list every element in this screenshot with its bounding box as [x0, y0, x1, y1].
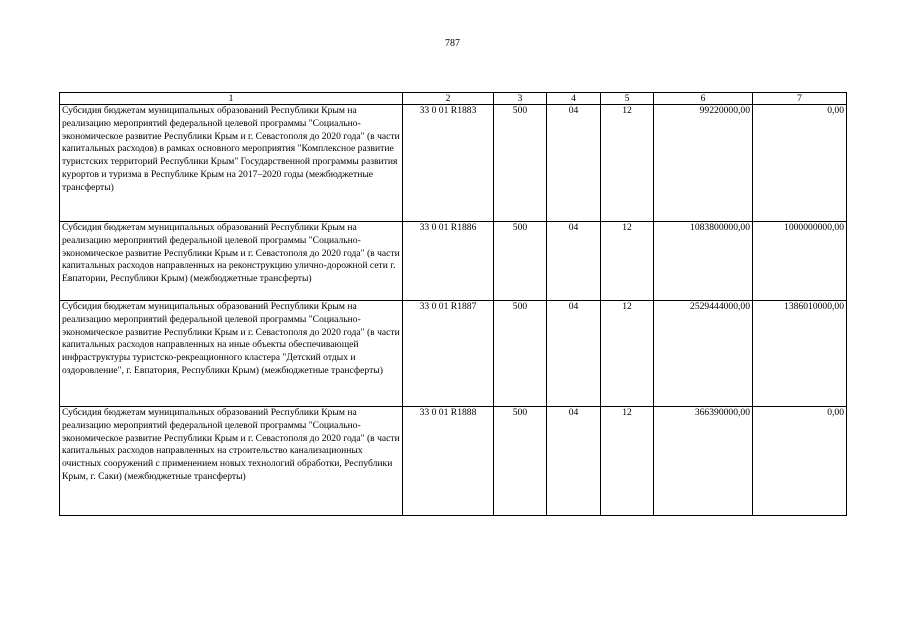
row-description: Субсидия бюджетам муниципальных образований Республики Крым на реализацию мероприятий федеральной целевой программы "Социально-экономическое развитие Республики Крым и г. Севастополя до 2020 года" (в части капитальных расходов направленных на реконструкцию улично-дорожной сети г. Евпатории, Республики Крым) (межбюджетные трансферты) [60, 222, 403, 301]
row-amount-col6: 2529444000,00 [654, 301, 753, 407]
row-col4: 04 [547, 301, 601, 407]
row-col3: 500 [494, 105, 547, 222]
row-code: 33 0 01 R1886 [403, 222, 494, 301]
row-amount-col7: 0,00 [753, 105, 847, 222]
header-row [60, 93, 847, 105]
row-description: Субсидия бюджетам муниципальных образований Республики Крым на реализацию мероприятий федеральной целевой программы "Социально-экономическое развитие Республики Крым и г. Севастополя до 2020 года" (в части капитальных расходов) в рамках основного мероприятия "Комплексное развитие туристских территорий Республики Крым" Государственной программы развития курортов и туризма в Республике Крым на 2017–2020 годы (межбюджетные трансферты) [60, 105, 403, 222]
row-amount-col6: 366390000,00 [654, 407, 753, 516]
budget-table [59, 92, 847, 516]
column-header-3: 3 [494, 93, 547, 105]
row-col5: 12 [601, 301, 654, 407]
column-header-1: 1 [60, 93, 403, 105]
row-code: 33 0 01 R1883 [403, 105, 494, 222]
column-header-5: 5 [601, 93, 654, 105]
row-description: Субсидия бюджетам муниципальных образований Республики Крым на реализацию мероприятий федеральной целевой программы "Социально-экономическое развитие Республики Крым и г. Севастополя до 2020 года" (в части капитальных расходов направленных на иные объекты обеспечивающей инфраструктуры туристско-рекреационного кластера "Детский отдых и оздоровление", г. Евпатория, Республики Крым) (межбюджетные трансферты) [60, 301, 403, 407]
row-amount-col7: 1000000000,00 [753, 222, 847, 301]
page-number: 787 [445, 38, 460, 49]
row-col3: 500 [494, 407, 547, 516]
row-col4: 04 [547, 407, 601, 516]
row-amount-col7: 1386010000,00 [753, 301, 847, 407]
row-amount-col6: 1083800000,00 [654, 222, 753, 301]
table-row [60, 407, 847, 516]
row-col5: 12 [601, 407, 654, 516]
table-row [60, 222, 847, 301]
row-col5: 12 [601, 222, 654, 301]
row-col4: 04 [547, 105, 601, 222]
column-header-7: 7 [753, 93, 847, 105]
row-code: 33 0 01 R1888 [403, 407, 494, 516]
table-row [60, 105, 847, 222]
column-header-2: 2 [403, 93, 494, 105]
row-col3: 500 [494, 222, 547, 301]
column-header-6: 6 [654, 93, 753, 105]
table-row [60, 301, 847, 407]
row-col3: 500 [494, 301, 547, 407]
row-code: 33 0 01 R1887 [403, 301, 494, 407]
row-amount-col7: 0,00 [753, 407, 847, 516]
row-col4: 04 [547, 222, 601, 301]
row-description: Субсидия бюджетам муниципальных образований Республики Крым на реализацию мероприятий федеральной целевой программы "Социально-экономическое развитие Республики Крым и г. Севастополя до 2020 года" (в части капитальных расходов направленных на строительство канализационных очистных сооружений с применением новых технологий обработки, Республики Крым, г. Саки) (межбюджетные трансферты) [60, 407, 403, 516]
row-amount-col6: 99220000,00 [654, 105, 753, 222]
column-header-4: 4 [547, 93, 601, 105]
row-col5: 12 [601, 105, 654, 222]
